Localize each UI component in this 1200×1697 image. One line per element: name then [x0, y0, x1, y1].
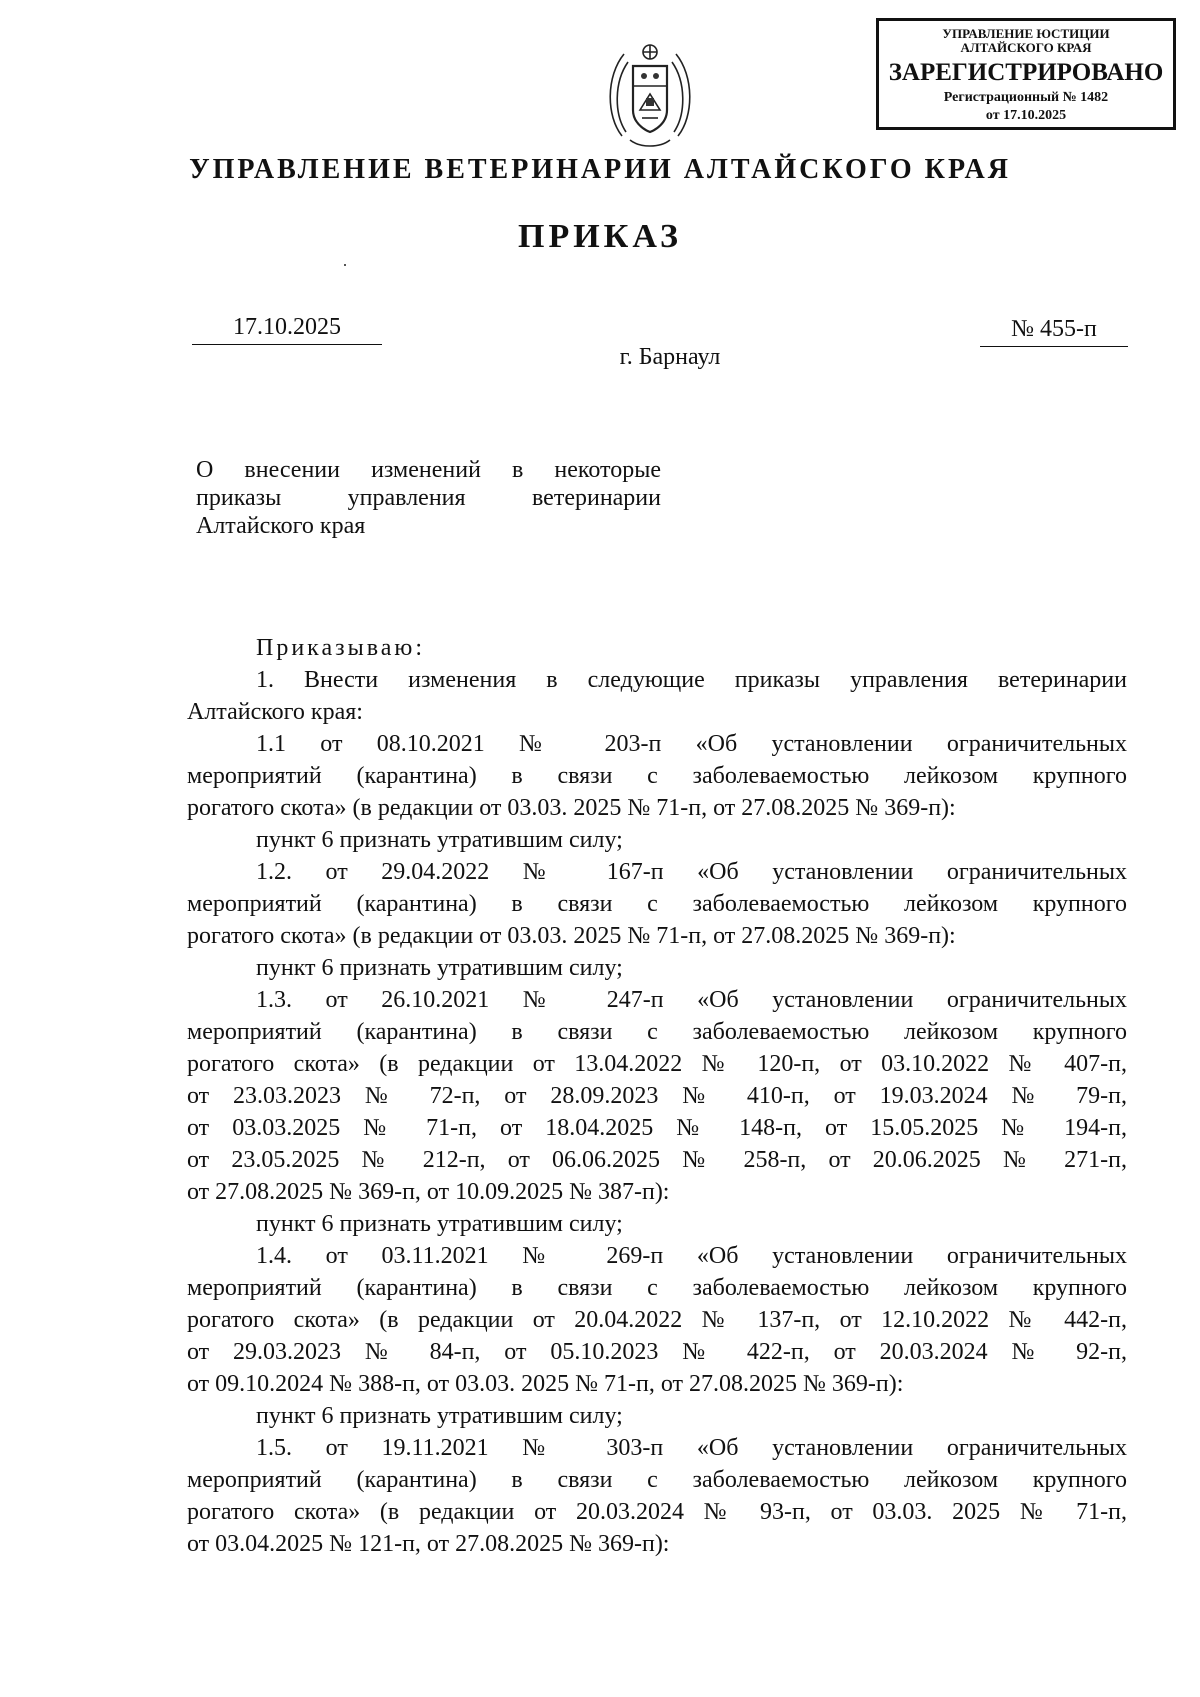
body-line: 1.1 от 08.10.2021 № 203-п «Об установлении ограничительных [256, 731, 1127, 757]
subject-block [196, 456, 661, 540]
subject-line: О внесении изменений в некоторые [196, 457, 661, 483]
registration-stamp [876, 18, 1176, 130]
body-line: от 09.10.2024 № 388-п, от 03.03. 2025 № 71-п, от 27.08.2025 № 369-п): [187, 1371, 904, 1397]
body-line: 1.2. от 29.04.2022 № 167-п «Об установлении ограничительных [256, 859, 1127, 885]
body-line: мероприятий (карантина) в связи с заболеваемостью лейкозом крупного [187, 1019, 1127, 1045]
body-line: 1.3. от 26.10.2021 № 247-п «Об установлении ограничительных [256, 987, 1127, 1013]
body-line: мероприятий (карантина) в связи с заболеваемостью лейкозом крупного [187, 1275, 1127, 1301]
body-line: пункт 6 признать утратившим силу; [256, 955, 623, 981]
order-date: 17.10.2025 [192, 312, 382, 345]
body-line: мероприятий (карантина) в связи с заболеваемостью лейкозом крупного [187, 1467, 1127, 1493]
order-city: г. Барнаул [619, 344, 721, 370]
body-line: пункт 6 признать утратившим силу; [256, 827, 623, 853]
body-line: 1.5. от 19.11.2021 № 303-п «Об установлении ограничительных [256, 1435, 1127, 1461]
stamp-reg-number: Регистрационный № 1482 [943, 90, 1109, 105]
body-line: от 29.03.2023 № 84-п, от 05.10.2023 № 422-п, от 20.03.2024 № 92-п, [187, 1339, 1127, 1365]
coat-of-arms-icon [600, 36, 700, 154]
body-line: 1.4. от 03.11.2021 № 269-п «Об установлении ограничительных [256, 1243, 1127, 1269]
stamp-line-2: АЛТАЙСКОГО КРАЯ [960, 40, 1092, 55]
document-type: ПРИКАЗ [518, 218, 682, 255]
stamp-line-1: УПРАВЛЕНИЕ ЮСТИЦИИ [942, 26, 1110, 41]
body-line: пункт 6 признать утратившим силу; [256, 1403, 623, 1429]
body-line: от 23.05.2025 № 212-п, от 06.06.2025 № 258-п, от 20.06.2025 № 271-п, [187, 1147, 1127, 1173]
body-line: от 23.03.2023 № 72-п, от 28.09.2023 № 410-п, от 19.03.2024 № 79-п, [187, 1083, 1127, 1109]
subject-line: Алтайского края [196, 513, 366, 539]
body-line: от 03.03.2025 № 71-п, от 18.04.2025 № 148-п, от 15.05.2025 № 194-п, [187, 1115, 1127, 1141]
organization-title: УПРАВЛЕНИЕ ВЕТЕРИНАРИИ АЛТАЙСКОГО КРАЯ [189, 154, 1011, 185]
body-line: от 27.08.2025 № 369-п, от 10.09.2025 № 387-п): [187, 1179, 670, 1205]
body-line: Алтайского края: [187, 699, 363, 725]
stamp-reg-date: от 17.10.2025 [985, 108, 1067, 123]
body-line: рогатого скота» (в редакции от 20.04.2022 № 137-п, от 12.10.2022 № 442-п, [187, 1307, 1127, 1333]
subject-line: приказы управления ветеринарии [196, 485, 661, 511]
body-line: рогатого скота» (в редакции от 20.03.2024 № 93-п, от 03.03. 2025 № 71-п, [187, 1499, 1127, 1525]
body-line: 1. Внести изменения в следующие приказы управления ветеринарии [256, 667, 1127, 693]
body-line: рогатого скота» (в редакции от 03.03. 2025 № 71-п, от 27.08.2025 № 369-п): [187, 795, 956, 821]
body-line: рогатого скота» (в редакции от 03.03. 2025 № 71-п, от 27.08.2025 № 369-п): [187, 923, 956, 949]
body-line: Приказываю: [256, 635, 425, 661]
body-line: от 03.04.2025 № 121-п, от 27.08.2025 № 369-п): [187, 1531, 670, 1557]
body-line: мероприятий (карантина) в связи с заболеваемостью лейкозом крупного [187, 763, 1127, 789]
stamp-status: ЗАРЕГИСТРИРОВАНО [888, 59, 1164, 86]
scan-dot [344, 264, 346, 266]
order-body [187, 632, 1127, 1560]
body-line: рогатого скота» (в редакции от 13.04.2022 № 120-п, от 03.10.2022 № 407-п, [187, 1051, 1127, 1077]
body-line: мероприятий (карантина) в связи с заболеваемостью лейкозом крупного [187, 891, 1127, 917]
order-number: № 455-п [980, 314, 1128, 347]
body-line: пункт 6 признать утратившим силу; [256, 1211, 623, 1237]
